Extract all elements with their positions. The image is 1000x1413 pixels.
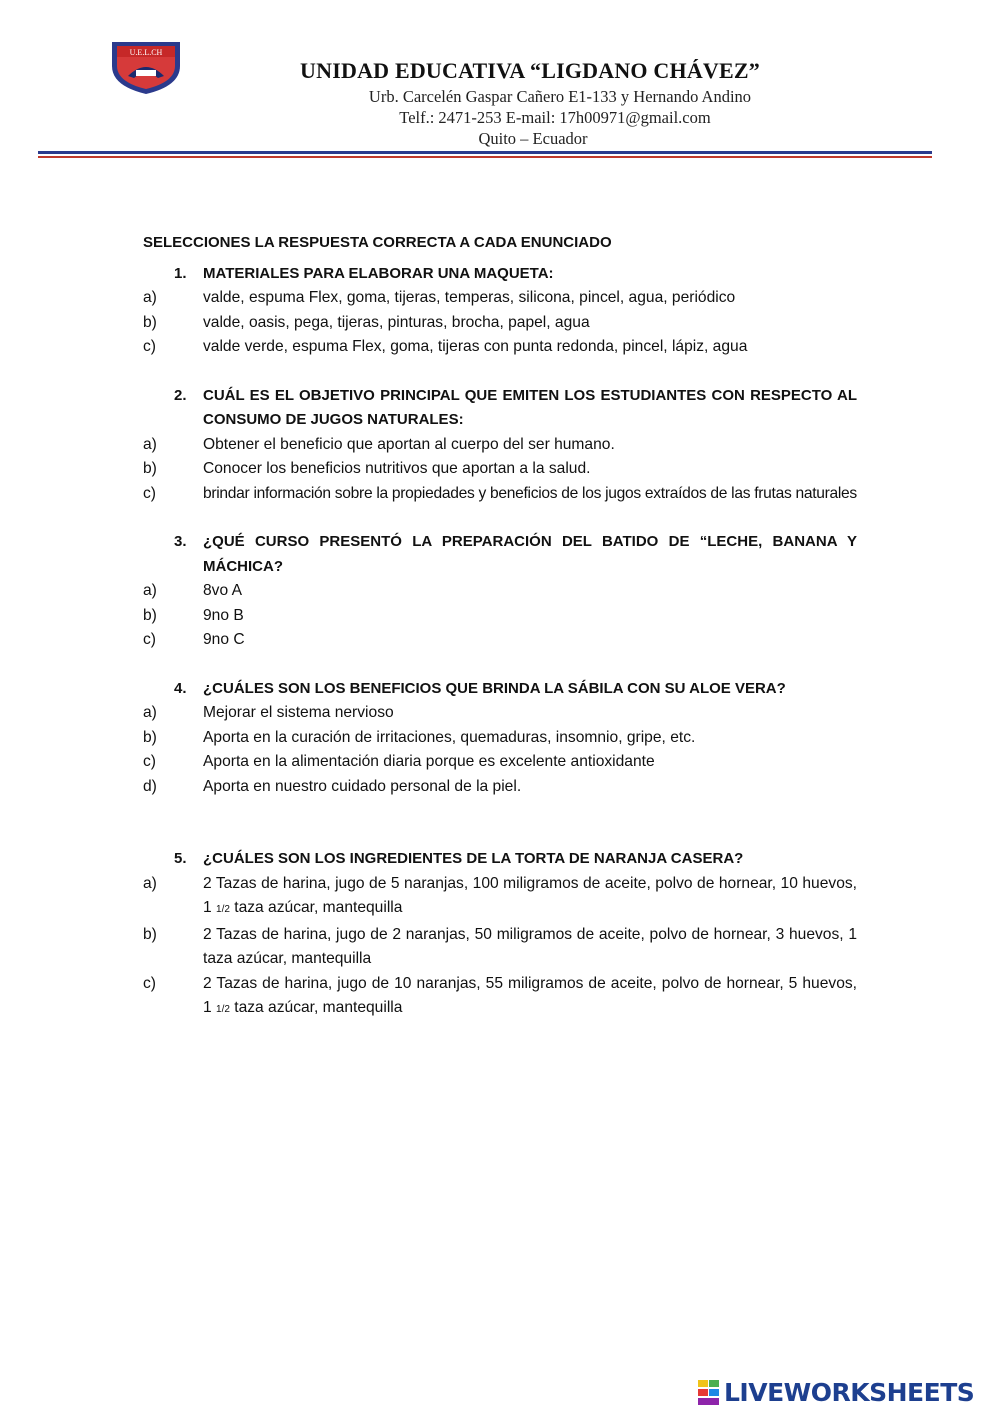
- question-number: 5.: [174, 850, 187, 867]
- option-text: valde verde, espuma Flex, goma, tijeras con punta redonda, pincel, lápiz, agua: [203, 338, 748, 355]
- logo-text: U.E.L.CH: [129, 48, 163, 57]
- answer-option[interactable]: [143, 872, 857, 923]
- option-text: valde, oasis, pega, tijeras, pinturas, brocha, papel, agua: [203, 313, 590, 331]
- answer-option[interactable]: [143, 311, 857, 336]
- fraction: 1/2: [216, 904, 230, 915]
- answer-option[interactable]: [143, 972, 857, 1023]
- answer-option[interactable]: [143, 726, 857, 751]
- answer-option[interactable]: [143, 482, 857, 507]
- option-letter: b): [143, 728, 157, 746]
- question-text: ¿CUÁLES SON LOS INGREDIENTES DE LA TORTA DE NARANJA CASERA?: [203, 850, 744, 867]
- option-text: [203, 872, 857, 923]
- option-text: Aporta en la curación de irritaciones, quemaduras, insomnio, gripe, etc.: [203, 728, 696, 746]
- option-text: 8vo A: [203, 582, 243, 599]
- question-4: [143, 677, 857, 702]
- answer-option[interactable]: [143, 923, 857, 972]
- answer-option[interactable]: [143, 701, 857, 726]
- option-letter: c): [143, 484, 156, 502]
- question-3: [143, 530, 857, 579]
- option-text: Aporta en nuestro cuidado personal de la piel.: [203, 777, 522, 795]
- option-text: [203, 972, 857, 1023]
- answer-option[interactable]: [143, 457, 857, 482]
- option-text-part: taza azúcar, mantequilla: [229, 999, 403, 1016]
- school-contact: Telf.: 2471-253 E-mail: 17h00971@gmail.com: [399, 108, 711, 127]
- school-header: [200, 56, 860, 149]
- option-letter: a): [143, 874, 157, 892]
- school-address: Urb. Carcelén Gaspar Cañero E1-133 y Hernando Andino: [368, 87, 752, 106]
- question-text: ¿CUÁLES SON LOS BENEFICIOS QUE BRINDA LA SÁBILA CON SU ALOE VERA?: [203, 679, 786, 697]
- answer-option[interactable]: [143, 775, 857, 800]
- instructions: SELECCIONES LA RESPUESTA CORRECTA A CADA ENUNCIADO: [143, 234, 612, 251]
- answer-option[interactable]: [143, 433, 857, 458]
- option-letter: c): [143, 631, 156, 648]
- worksheet-body: [143, 231, 857, 1023]
- option-text: Obtener el beneficio que aportan al cuerpo del ser humano.: [203, 435, 615, 453]
- option-letter: c): [143, 338, 156, 355]
- option-letter: c): [143, 974, 156, 992]
- question-text: MATERIALES PARA ELABORAR UNA MAQUETA:: [203, 264, 554, 282]
- answer-option[interactable]: [143, 628, 857, 653]
- question-2: [143, 384, 857, 433]
- question-5: [143, 847, 857, 872]
- option-text-part: 2 Tazas de harina, jugo de 10 naranjas, 55 miligramos de aceite, polvo de hornear, 5 huevos, 1: [203, 974, 857, 1016]
- option-letter: b): [143, 606, 157, 624]
- option-letter: b): [143, 925, 157, 943]
- option-text: 9no B: [203, 606, 244, 624]
- option-letter: a): [143, 435, 157, 453]
- option-text: 2 Tazas de harina, jugo de 2 naranjas, 50 miligramos de aceite, polvo de hornear, 3 huevos, 1 taza azúcar, mantequilla: [203, 925, 857, 967]
- question-number: 4.: [174, 679, 187, 697]
- question-text: CUÁL ES EL OBJETIVO PRINCIPAL QUE EMITEN LOS ESTUDIANTES CON RESPECTO AL CONSUMO DE JUGOS NATURALES:: [203, 386, 857, 428]
- option-text: Conocer los beneficios nutritivos que aportan a la salud.: [203, 460, 591, 477]
- answer-option[interactable]: [143, 579, 857, 604]
- answer-option[interactable]: [143, 750, 857, 775]
- header-rule-blue: [38, 151, 932, 154]
- answer-option[interactable]: [143, 286, 857, 311]
- option-text-part: taza azúcar, mantequilla: [229, 899, 403, 916]
- option-text-part: 2 Tazas de harina, jugo de 5 naranjas, 100 miligramos de aceite, polvo de hornear, 10 huevos, 1: [203, 874, 857, 916]
- school-city: Quito – Ecuador: [478, 129, 588, 148]
- option-text: valde, espuma Flex, goma, tijeras, temperas, silicona, pincel, agua, periódico: [203, 289, 736, 306]
- brand-wordmark: LIVEWORKSHEETS: [724, 1378, 975, 1407]
- question-number: 2.: [174, 386, 187, 404]
- option-letter: a): [143, 704, 157, 721]
- option-letter: c): [143, 753, 156, 770]
- answer-option[interactable]: [143, 335, 857, 360]
- option-letter: a): [143, 582, 157, 599]
- header-rule-red: [38, 156, 932, 158]
- option-text: brindar información sobre la propiedades y beneficios de los jugos extraídos de las frutas naturales: [203, 484, 857, 502]
- option-text: Mejorar el sistema nervioso: [203, 704, 394, 721]
- question-1: [143, 262, 857, 287]
- liveworksheets-brand[interactable]: [698, 1378, 974, 1407]
- question-number: 1.: [174, 264, 187, 282]
- fraction: 1/2: [216, 1004, 230, 1015]
- option-text: Aporta en la alimentación diaria porque es excelente antioxidante: [203, 753, 655, 770]
- question-number: 3.: [174, 533, 187, 550]
- option-letter: b): [143, 313, 157, 331]
- lw-blocks-icon: [698, 1380, 720, 1406]
- answer-option[interactable]: [143, 604, 857, 629]
- option-letter: d): [143, 777, 157, 795]
- option-letter: a): [143, 289, 157, 306]
- option-text: 9no C: [203, 631, 245, 648]
- question-text: ¿QUÉ CURSO PRESENTÓ LA PREPARACIÓN DEL BATIDO DE “LECHE, BANANA Y MÁCHICA?: [203, 533, 857, 575]
- school-crest-logo: [108, 36, 184, 96]
- option-letter: b): [143, 460, 157, 477]
- school-name: UNIDAD EDUCATIVA “LIGDANO CHÁVEZ”: [300, 58, 760, 83]
